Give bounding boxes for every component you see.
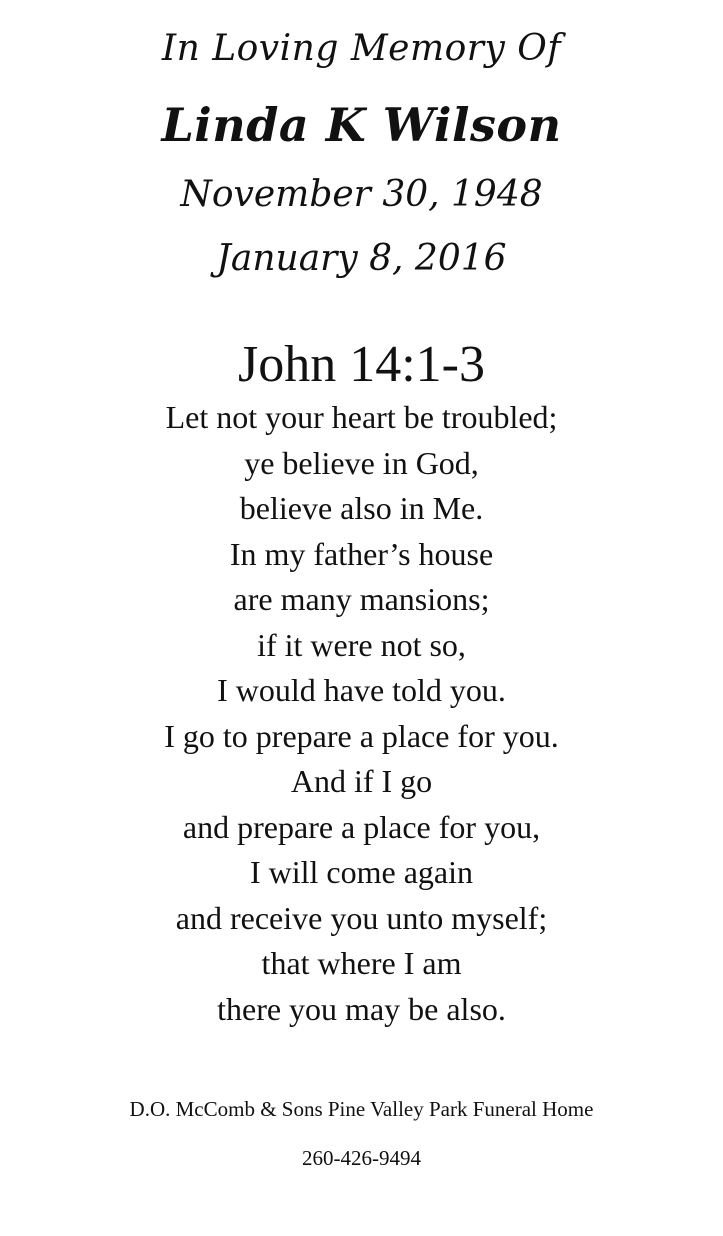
verse-line: there you may be also. [217, 990, 506, 1027]
funeral-home-name: D.O. McComb & Sons Pine Valley Park Funeral Home [129, 1097, 594, 1121]
memorial-heading: In Loving Memory Of [161, 28, 562, 69]
verse-line: And if I go [290, 763, 433, 799]
funeral-home-phone: 260-426-9494 [302, 1146, 421, 1170]
verse-line: that where I am [261, 945, 462, 981]
verse-reference: John 14:1-3 [238, 336, 485, 393]
birth-date: November 30, 1948 [180, 174, 543, 215]
verse-line: ye believe in God, [244, 444, 479, 481]
verse-line: I would have told you. [217, 672, 506, 708]
verse-line: are many mansions; [233, 581, 490, 617]
verse-line: if it were not so, [257, 626, 466, 663]
verse-line: and receive you unto myself; [175, 899, 548, 936]
verse-line: believe also in Me. [239, 490, 484, 526]
verse-line: I will come again [249, 854, 474, 890]
verse-line: Let not your heart be troubled; [165, 399, 558, 435]
verse-line: and prepare a place for you, [182, 808, 541, 845]
death-date: January 8, 2016 [216, 238, 507, 279]
deceased-name: Linda K Wilson [161, 98, 562, 152]
verse-line: In my father’s house [229, 535, 494, 572]
verse-text [0, 395, 723, 1032]
verse-line: I go to prepare a place for you. [164, 717, 559, 754]
